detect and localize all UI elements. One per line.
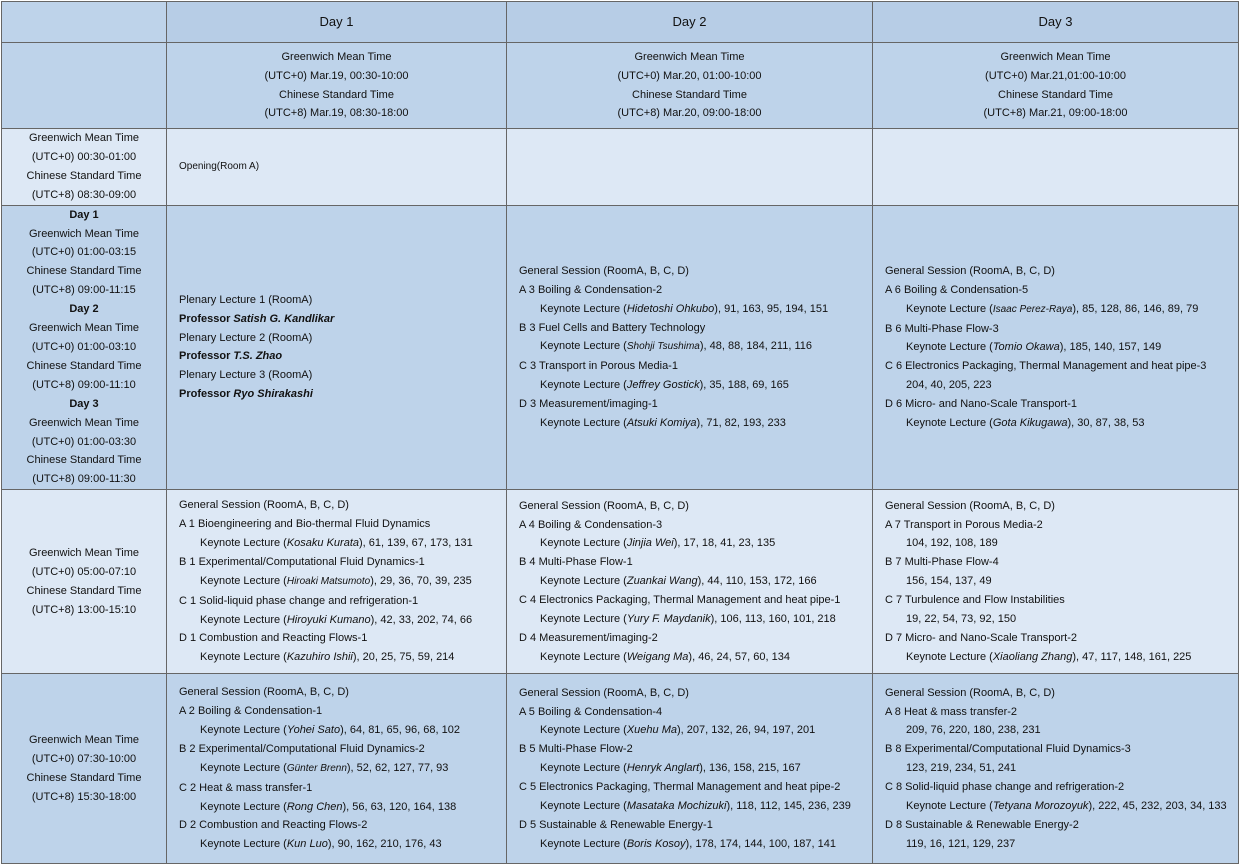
paper-numbers: 52, 62, 127, 77, 93 — [356, 761, 449, 774]
day-header-1: Day 1 — [167, 2, 507, 43]
opening-time-cell — [2, 129, 167, 206]
keynote-line: Keynote Lecture (Tomio Okawa), 185, 140, 157, 149 — [906, 341, 1162, 354]
day2-times — [507, 43, 873, 129]
keynote-label: Keynote Lecture ( — [540, 800, 627, 813]
paper-numbers: 48, 88, 184, 211, 116 — [709, 340, 812, 353]
keynote-label: Keynote Lecture ( — [540, 650, 627, 663]
schedule-line: Day 3 — [69, 397, 99, 410]
keynote-line: Keynote Lecture (Atsuki Komiya), 71, 82, 193, 233 — [540, 417, 786, 430]
paper-numbers: 104, 192, 108, 189 — [906, 537, 998, 550]
schedule-line: B 7 Multi-Phase Flow-4 — [885, 556, 999, 569]
opening-label: Opening(Room A) — [179, 160, 260, 172]
keynote-line: Keynote Lecture (Kosaku Kurata), 61, 139, 67, 173, 131 — [200, 536, 473, 549]
paper-numbers: 35, 188, 69, 165 — [709, 379, 789, 392]
session-day1-cell — [167, 490, 507, 674]
schedule-line: D 7 Micro- and Nano-Scale Transport-2 — [885, 631, 1077, 644]
paper-numbers-line — [885, 759, 1238, 778]
keynote-line: Keynote Lecture (Xiaoliang Zhang), 47, 117, 148, 161, 225 — [906, 650, 1192, 663]
empty-cell — [507, 129, 873, 206]
tz-line: Chinese Standard Time — [279, 88, 394, 101]
keynote-speaker: Zuankai Wang — [626, 575, 698, 588]
keynote-speaker: Tetyana Morozoyuk — [992, 800, 1089, 813]
session-day1-cell — [167, 674, 507, 864]
schedule-line: General Session (RoomA, B, C, D) — [885, 499, 1055, 512]
schedule-line: D 1 Combustion and Reacting Flows-1 — [179, 632, 368, 645]
keynote-speaker: Jeffrey Gostick — [626, 379, 700, 392]
corner-cell — [2, 2, 167, 43]
schedule-line: General Session (RoomA, B, C, D) — [885, 686, 1055, 699]
schedule-line: Plenary Lecture 3 (RoomA) — [179, 369, 313, 382]
speaker-title: Professor — [179, 388, 234, 401]
schedule-line: B 2 Experimental/Computational Fluid Dynamics-2 — [179, 742, 425, 755]
keynote-label: Keynote Lecture ( — [906, 341, 993, 354]
tz-line: (UTC+8) Mar.20, 09:00-18:00 — [617, 107, 762, 120]
speaker-title: Professor — [179, 350, 234, 363]
tz-line: Greenwich Mean Time — [28, 546, 140, 559]
tz-line: (UTC+0) Mar.19, 00:30-10:00 — [264, 69, 409, 82]
opening-row — [2, 129, 1239, 206]
schedule-line: A 2 Boiling & Condensation-1 — [179, 705, 323, 718]
session-day2-cell — [507, 674, 873, 864]
afternoon1-time-cell — [2, 490, 167, 674]
keynote-line: Keynote Lecture (Jinjia Wei), 17, 18, 41, 23, 135 — [540, 537, 776, 550]
tz-line: Greenwich Mean Time — [1000, 50, 1111, 63]
opening-cell — [167, 129, 507, 206]
paper-numbers-line — [885, 835, 1238, 854]
keynote-line: Keynote Lecture (Tetyana Morozoyuk), 222, 45, 232, 203, 34, 133 — [906, 800, 1227, 813]
keynote-line: Keynote Lecture (Isaac Perez-Raya), 85, 128, 86, 146, 89, 79 — [906, 302, 1199, 315]
schedule-line: Greenwich Mean Time — [28, 322, 140, 335]
keynote-line: Keynote Lecture (Yury F. Maydanik), 106, 113, 160, 101, 218 — [540, 613, 836, 626]
schedule-line: C 1 Solid-liquid phase change and refrigeration-1 — [179, 594, 419, 607]
keynote-label: Keynote Lecture ( — [540, 302, 627, 315]
schedule-line: A 3 Boiling & Condensation-2 — [519, 283, 663, 296]
keynote-line: Keynote Lecture (Weigang Ma), 46, 24, 57, 60, 134 — [540, 650, 790, 663]
paper-numbers: 30, 87, 38, 53 — [1077, 417, 1145, 430]
keynote-line: Keynote Lecture (Zuankai Wang), 44, 110, 153, 172, 166 — [540, 575, 817, 588]
schedule-line: B 3 Fuel Cells and Battery Technology — [519, 321, 706, 334]
paper-numbers-line — [885, 610, 1238, 629]
schedule-line: A 7 Transport in Porous Media-2 — [885, 518, 1043, 531]
day-header-2: Day 2 — [507, 2, 873, 43]
keynote-label: Keynote Lecture ( — [200, 800, 287, 813]
paper-numbers: 47, 117, 148, 161, 225 — [1082, 650, 1192, 663]
paper-numbers: 90, 162, 210, 176, 43 — [337, 838, 442, 851]
keynote-label: Keynote Lecture ( — [540, 575, 627, 588]
schedule-line: General Session (RoomA, B, C, D) — [179, 686, 349, 699]
schedule-line: Greenwich Mean Time — [28, 227, 140, 240]
schedule-line: B 5 Multi-Phase Flow-2 — [519, 743, 633, 756]
day3-times — [873, 43, 1239, 129]
schedule-line: (UTC+0) 01:00-03:15 — [31, 246, 137, 259]
schedule-line: D 8 Sustainable & Renewable Energy-2 — [885, 818, 1079, 831]
keynote-speaker: Yohei Sato — [286, 723, 341, 736]
keynote-speaker: Hidetoshi Ohkubo — [626, 302, 715, 315]
paper-numbers: 29, 36, 70, 39, 235 — [379, 574, 472, 587]
schedule-line: Day 2 — [69, 303, 99, 316]
paper-numbers: 71, 82, 193, 233 — [706, 417, 786, 430]
paper-numbers: 118, 112, 145, 236, 239 — [736, 800, 851, 813]
schedule-line: A 4 Boiling & Condensation-3 — [519, 518, 663, 531]
keynote-label: Keynote Lecture ( — [540, 379, 627, 392]
paper-numbers-line — [885, 534, 1238, 553]
plenary-speaker — [179, 347, 506, 366]
keynote-label: Keynote Lecture ( — [200, 761, 287, 774]
day-times-corner — [2, 43, 167, 129]
keynote-label: Keynote Lecture ( — [906, 800, 993, 813]
session-day3-cell — [873, 674, 1239, 864]
keynote-speaker: Weigang Ma — [626, 650, 689, 663]
day-times-row — [2, 43, 1239, 129]
schedule-line: B 8 Experimental/Computational Fluid Dynamics-3 — [885, 743, 1131, 756]
paper-numbers: 56, 63, 120, 164, 138 — [352, 800, 457, 813]
keynote-label: Keynote Lecture ( — [540, 537, 627, 550]
keynote-line: Keynote Lecture (Masataka Mochizuki), 118, 112, 145, 236, 239 — [540, 800, 851, 813]
schedule-line: Plenary Lecture 2 (RoomA) — [179, 331, 313, 344]
keynote-line: Keynote Lecture (Hiroyuki Kumano), 42, 33, 202, 74, 66 — [200, 613, 473, 626]
paper-numbers: 46, 24, 57, 60, 134 — [698, 650, 790, 663]
keynote-line: Keynote Lecture (Hidetoshi Ohkubo), 91, 163, 95, 194, 151 — [540, 302, 829, 315]
schedule-line: Day 1 — [69, 208, 99, 221]
schedule-line: C 3 Transport in Porous Media-1 — [519, 360, 678, 373]
schedule-line: Greenwich Mean Time — [28, 416, 140, 429]
keynote-speaker: Masataka Mochizuki — [626, 800, 727, 813]
schedule-line: B 1 Experimental/Computational Fluid Dynamics-1 — [179, 555, 425, 568]
conference-schedule-table — [1, 1, 1239, 864]
paper-numbers: 44, 110, 153, 172, 166 — [707, 575, 817, 588]
keynote-speaker: Boris Kosoy — [626, 837, 686, 850]
empty-cell — [873, 129, 1239, 206]
tz-line: (UTC+8) 08:30-09:00 — [31, 188, 137, 201]
keynote-speaker: Jinjia Wei — [626, 537, 674, 550]
paper-numbers: 204, 40, 205, 223 — [906, 379, 992, 392]
schedule-line: D 6 Micro- and Nano-Scale Transport-1 — [885, 398, 1077, 411]
tz-line: Greenwich Mean Time — [281, 50, 392, 63]
schedule-line: D 3 Measurement/imaging-1 — [519, 398, 658, 411]
tz-line: (UTC+0) 07:30-10:00 — [31, 752, 137, 765]
speaker-title: Professor — [179, 312, 234, 325]
schedule-line: B 6 Multi-Phase Flow-3 — [885, 322, 999, 335]
schedule-line: B 4 Multi-Phase Flow-1 — [519, 556, 633, 569]
paper-numbers: 119, 16, 121, 129, 237 — [906, 837, 1016, 850]
paper-numbers: 136, 158, 215, 167 — [708, 762, 801, 775]
keynote-speaker: Tomio Okawa — [992, 341, 1060, 354]
plenary-speaker — [179, 310, 506, 329]
schedule-line: Chinese Standard Time — [26, 265, 142, 278]
paper-numbers: 64, 81, 65, 96, 68, 102 — [349, 723, 460, 736]
speaker-name: Ryo Shirakashi — [233, 388, 313, 401]
tz-line: (UTC+0) Mar.21,01:00-10:00 — [985, 69, 1126, 82]
tz-line: Greenwich Mean Time — [28, 733, 140, 746]
paper-numbers: 156, 154, 137, 49 — [906, 575, 992, 588]
schedule-line: (UTC+0) 01:00-03:10 — [31, 340, 137, 353]
tz-line: Greenwich Mean Time — [634, 50, 745, 63]
paper-numbers: 42, 33, 202, 74, 66 — [380, 613, 473, 626]
schedule-line: D 4 Measurement/imaging-2 — [519, 631, 658, 644]
keynote-line: Keynote Lecture (Rong Chen), 56, 63, 120, 164, 138 — [200, 800, 457, 813]
tz-line: Chinese Standard Time — [26, 584, 142, 597]
keynote-label: Keynote Lecture ( — [200, 723, 287, 736]
keynote-label: Keynote Lecture ( — [906, 417, 993, 430]
keynote-label: Keynote Lecture ( — [200, 536, 287, 549]
tz-line: (UTC+8) 15:30-18:00 — [31, 790, 137, 803]
schedule-line: Chinese Standard Time — [26, 454, 142, 467]
schedule-line: C 4 Electronics Packaging, Thermal Management and heat pipe-1 — [519, 594, 841, 607]
paper-numbers: 91, 163, 95, 194, 151 — [724, 302, 829, 315]
schedule-line: (UTC+8) 09:00-11:15 — [32, 284, 136, 297]
schedule-line: General Session (RoomA, B, C, D) — [179, 499, 349, 512]
keynote-label: Keynote Lecture ( — [540, 762, 627, 775]
keynote-speaker: Yury F. Maydanik — [626, 613, 711, 626]
schedule-line: A 6 Boiling & Condensation-5 — [885, 283, 1029, 296]
schedule-line: C 7 Turbulence and Flow Instabilities — [885, 594, 1065, 607]
keynote-speaker: Hiroaki Matsumoto — [286, 575, 371, 587]
keynote-label: Keynote Lecture ( — [540, 417, 627, 430]
tz-line: (UTC+8) Mar.21, 09:00-18:00 — [983, 107, 1128, 120]
schedule-line: General Session (RoomA, B, C, D) — [885, 264, 1055, 277]
keynote-label: Keynote Lecture ( — [906, 650, 993, 663]
session-day2-cell — [507, 490, 873, 674]
schedule-line: (UTC+8) 09:00-11:10 — [32, 378, 136, 391]
tz-line: Chinese Standard Time — [26, 169, 142, 182]
plenary-row — [2, 205, 1239, 490]
paper-numbers: 20, 25, 75, 59, 214 — [362, 651, 455, 664]
keynote-line: Keynote Lecture (Jeffrey Gostick), 35, 188, 69, 165 — [540, 379, 789, 392]
keynote-label: Keynote Lecture ( — [540, 724, 627, 737]
paper-numbers: 19, 22, 54, 73, 92, 150 — [906, 613, 1017, 626]
speaker-name: Satish G. Kandlikar — [233, 312, 335, 325]
keynote-label: Keynote Lecture ( — [540, 613, 627, 626]
keynote-line: Keynote Lecture (Boris Kosoy), 178, 174, 144, 100, 187, 141 — [540, 837, 837, 850]
header-row — [2, 2, 1239, 43]
keynote-speaker: Kun Luo — [286, 838, 328, 851]
keynote-line: Keynote Lecture (Yohei Sato), 64, 81, 65, 96, 68, 102 — [200, 723, 460, 736]
afternoon2-time-cell — [2, 674, 167, 864]
keynote-label: Keynote Lecture ( — [540, 837, 627, 850]
tz-line: Greenwich Mean Time — [28, 132, 140, 144]
afternoon2-row — [2, 674, 1239, 864]
tz-line: (UTC+8) 13:00-15:10 — [31, 603, 137, 616]
schedule-line: (UTC+8) 09:00-11:30 — [32, 473, 136, 486]
keynote-speaker: Xiaoliang Zhang — [992, 650, 1073, 663]
schedule-line: A 8 Heat & mass transfer-2 — [885, 705, 1018, 718]
keynote-speaker: Kosaku Kurata — [286, 536, 359, 549]
keynote-speaker: Günter Brenn — [286, 762, 347, 774]
keynote-line: Keynote Lecture (Kazuhiro Ishii), 20, 25, 75, 59, 214 — [200, 651, 455, 664]
session-day3-cell — [873, 490, 1239, 674]
keynote-line: Keynote Lecture (Hiroaki Matsumoto), 29, 36, 70, 39, 235 — [200, 574, 472, 587]
schedule-line: C 2 Heat & mass transfer-1 — [179, 781, 313, 794]
schedule-line: General Session (RoomA, B, C, D) — [519, 499, 689, 512]
day1-times — [167, 43, 507, 129]
keynote-speaker: Atsuki Komiya — [626, 417, 697, 430]
schedule-line: D 5 Sustainable & Renewable Energy-1 — [519, 818, 713, 831]
tz-line: Chinese Standard Time — [632, 88, 747, 101]
paper-numbers-line — [885, 721, 1238, 740]
schedule-line: General Session (RoomA, B, C, D) — [519, 686, 689, 699]
schedule-line: Chinese Standard Time — [26, 359, 142, 372]
keynote-line: Keynote Lecture (Xuehu Ma), 207, 132, 26, 94, 197, 201 — [540, 724, 816, 737]
tz-line: (UTC+8) Mar.19, 08:30-18:00 — [264, 107, 409, 120]
keynote-speaker: Shohji Tsushima — [626, 341, 700, 353]
paper-numbers-line — [885, 572, 1238, 591]
keynote-line: Keynote Lecture (Gota Kikugawa), 30, 87, 38, 53 — [906, 417, 1145, 430]
keynote-label: Keynote Lecture ( — [200, 574, 287, 587]
keynote-label: Keynote Lecture ( — [200, 613, 287, 626]
paper-numbers: 17, 18, 41, 23, 135 — [683, 537, 776, 550]
plenary-time-cell — [2, 205, 167, 490]
schedule-line: A 5 Boiling & Condensation-4 — [519, 705, 663, 718]
keynote-speaker: Henryk Anglart — [626, 762, 700, 775]
plenary-speaker — [179, 385, 506, 404]
paper-numbers: 207, 132, 26, 94, 197, 201 — [686, 724, 816, 737]
schedule-line: Plenary Lecture 1 (RoomA) — [179, 293, 313, 306]
paper-numbers: 222, 45, 232, 203, 34, 133 — [1098, 800, 1227, 813]
paper-numbers: 123, 219, 234, 51, 241 — [906, 762, 1017, 775]
tz-line: (UTC+0) 05:00-07:10 — [31, 565, 137, 578]
schedule-line: C 8 Solid-liquid phase change and refrigeration-2 — [885, 781, 1125, 794]
tz-line: Chinese Standard Time — [998, 88, 1113, 101]
keynote-label: Keynote Lecture ( — [200, 838, 287, 851]
day-header-3: Day 3 — [873, 2, 1239, 43]
keynote-speaker: Kazuhiro Ishii — [286, 651, 353, 664]
afternoon1-row — [2, 490, 1239, 674]
paper-numbers: 185, 140, 157, 149 — [1069, 341, 1162, 354]
keynote-label: Keynote Lecture ( — [540, 340, 627, 353]
speaker-name: T.S. Zhao — [233, 350, 283, 363]
keynote-label: Keynote Lecture ( — [200, 651, 287, 664]
schedule-line: (UTC+0) 01:00-03:30 — [31, 435, 137, 448]
keynote-speaker: Xuehu Ma — [626, 724, 677, 737]
paper-numbers-line — [885, 376, 1238, 395]
schedule-line: General Session (RoomA, B, C, D) — [519, 264, 689, 277]
paper-numbers: 106, 113, 160, 101, 218 — [720, 613, 836, 626]
plenary-day1-cell — [167, 205, 507, 490]
keynote-speaker: Rong Chen — [286, 800, 343, 813]
keynote-line: Keynote Lecture (Henryk Anglart), 136, 158, 215, 167 — [540, 762, 801, 775]
paper-numbers: 61, 139, 67, 173, 131 — [368, 536, 473, 549]
paper-numbers: 209, 76, 220, 180, 238, 231 — [906, 724, 1041, 737]
session-day2-cell — [507, 205, 873, 490]
paper-numbers: 178, 174, 144, 100, 187, 141 — [695, 837, 837, 850]
tz-line: (UTC+0) 00:30-01:00 — [31, 150, 137, 163]
schedule-line: C 6 Electronics Packaging, Thermal Management and heat pipe-3 — [885, 360, 1207, 373]
paper-numbers: 85, 128, 86, 146, 89, 79 — [1082, 302, 1199, 315]
schedule-line: D 2 Combustion and Reacting Flows-2 — [179, 819, 368, 832]
tz-line: (UTC+0) Mar.20, 01:00-10:00 — [617, 69, 762, 82]
keynote-line: Keynote Lecture (Shohji Tsushima), 48, 88, 184, 211, 116 — [540, 340, 812, 353]
schedule-line: C 5 Electronics Packaging, Thermal Management and heat pipe-2 — [519, 781, 841, 794]
schedule-line: A 1 Bioengineering and Bio-thermal Fluid Dynamics — [179, 518, 431, 531]
keynote-label: Keynote Lecture ( — [906, 302, 993, 315]
keynote-line: Keynote Lecture (Günter Brenn), 52, 62, 127, 77, 93 — [200, 761, 449, 774]
keynote-line: Keynote Lecture (Kun Luo), 90, 162, 210, 176, 43 — [200, 838, 442, 851]
tz-line: Chinese Standard Time — [26, 771, 142, 784]
keynote-speaker: Hiroyuki Kumano — [286, 613, 371, 626]
keynote-speaker: Isaac Perez-Raya — [992, 303, 1073, 315]
session-day3-cell — [873, 205, 1239, 490]
keynote-speaker: Gota Kikugawa — [992, 417, 1068, 430]
